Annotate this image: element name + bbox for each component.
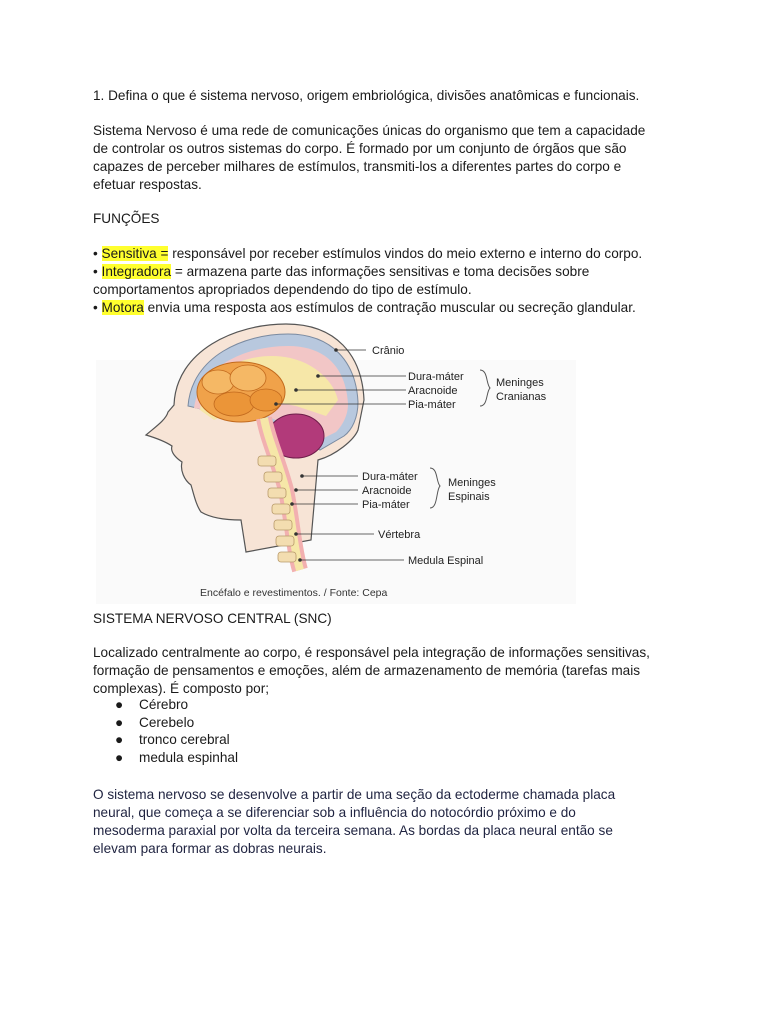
label-pia-cranial: Pia-máter: [408, 399, 456, 411]
function-motora: [93, 299, 683, 317]
vertebra-shape: [268, 488, 286, 498]
bullet-dot: •: [93, 264, 102, 279]
gyrus: [214, 392, 254, 416]
bullet-dot: ●: [115, 714, 124, 730]
label-cranio: Crânio: [372, 345, 405, 357]
list-item-label: medula espinhal: [139, 749, 238, 765]
vertebra-shape: [258, 456, 276, 466]
term-sensitiva: Sensitiva =: [101, 246, 169, 261]
figure-caption: Encéfalo e revestimentos. / Fonte: Cepa: [200, 587, 388, 599]
bullet-dot: ●: [115, 749, 124, 765]
leader-dot: [316, 374, 320, 378]
label-meninges-cranianas-1: Meninges: [496, 377, 544, 389]
vertebra-shape: [278, 552, 296, 562]
label-dura-spinal: Dura-máter: [362, 471, 418, 483]
list-item: [93, 749, 238, 767]
gyrus: [202, 370, 234, 394]
list-item-label: Cerebelo: [139, 714, 195, 730]
leader-dot: [300, 474, 304, 478]
label-dura-cranial: Dura-máter: [408, 371, 464, 383]
function-description: envia uma resposta aos estímulos de contração muscular ou secreção glandular.: [143, 300, 636, 315]
list-item: [93, 696, 238, 714]
function-description: = armazena parte das informações sensitivas e toma decisões sobre: [171, 264, 590, 279]
functions-heading: FUNÇÕES: [93, 211, 160, 226]
list-item: [93, 714, 238, 732]
label-vertebra: Vértebra: [378, 529, 421, 541]
function-integradora-cont: comportamentos apropriados dependendo do tipo de estímulo.: [93, 282, 472, 297]
intro-line-2: de controlar os outros sistemas do corpo. É formado por um conjunto de órgãos que são: [93, 141, 627, 156]
brain-anatomy-figure: [96, 320, 576, 604]
vertebra-shape: [264, 472, 282, 482]
question-text: 1. Defina o que é sistema nervoso, origem embriológica, divisões anatômicas e funcionais.: [93, 88, 640, 103]
vertebra-shape: [272, 504, 290, 514]
leader-dot: [290, 502, 294, 506]
term-motora: Motora: [101, 300, 144, 315]
intro-line-3: capazes de perceber milhares de estímulos, transmiti-los a diferentes partes do corpo e: [93, 159, 622, 174]
components-list: [93, 696, 238, 766]
snc-line-2: formação de pensamentos e emoções, além de armazenamento de memória (tarefas mais: [93, 663, 641, 678]
leader-dot: [294, 388, 298, 392]
vertebra-shape: [276, 536, 294, 546]
bullet-dot: •: [93, 300, 102, 315]
function-integradora: [93, 263, 683, 281]
vertebra-shape: [274, 520, 292, 530]
leader-dot: [334, 348, 338, 352]
gyrus: [250, 389, 282, 411]
label-meninges-espinais-1: Meninges: [448, 477, 496, 489]
leader-dot: [274, 402, 278, 406]
origin-line-4: elevam para formar as dobras neurais.: [93, 841, 327, 856]
label-aracnoide-spinal: Aracnoide: [362, 485, 412, 497]
gyrus: [230, 365, 266, 391]
label-meninges-cranianas-2: Cranianas: [496, 391, 547, 403]
bullet-dot: ●: [115, 697, 124, 712]
origin-line-1: O sistema nervoso se desenvolve a partir de uma seção da ectoderme chamada placa: [93, 787, 616, 802]
label-aracnoide-cranial: Aracnoide: [408, 385, 458, 397]
origin-line-2: neural, que começa a se diferenciar sob a influência do notocórdio próximo e do: [93, 805, 576, 820]
intro-line-1: Sistema Nervoso é uma rede de comunicações únicas do organismo que tem a capacidade: [93, 123, 646, 138]
snc-line-3: complexas). É composto por;: [93, 681, 270, 696]
list-item-label: Cérebro: [139, 697, 189, 712]
snc-line-1: Localizado centralmente ao corpo, é responsável pela integração de informações sensitivas,: [93, 645, 650, 660]
label-meninges-espinais-2: Espinais: [448, 491, 490, 503]
intro-line-4: efetuar respostas.: [93, 177, 202, 192]
list-item: [93, 731, 238, 749]
leader-dot: [294, 488, 298, 492]
label-medula: Medula Espinal: [408, 555, 484, 567]
term-integradora: Integradora: [101, 264, 172, 279]
origin-line-3: mesoderma paraxial por volta da terceira semana. As bordas da placa neural então se: [93, 823, 613, 838]
snc-heading: SISTEMA NERVOSO CENTRAL (SNC): [93, 611, 332, 626]
leader-dot: [298, 558, 302, 562]
leader-dot: [294, 532, 298, 536]
list-item-label: tronco cerebral: [139, 732, 230, 747]
function-sensitiva: [93, 245, 683, 263]
label-pia-spinal: Pia-máter: [362, 499, 410, 511]
function-description: responsável por receber estímulos vindos do meio externo e interno do corpo.: [168, 246, 643, 261]
bullet-dot: ●: [115, 732, 124, 747]
bullet-dot: •: [93, 246, 102, 261]
